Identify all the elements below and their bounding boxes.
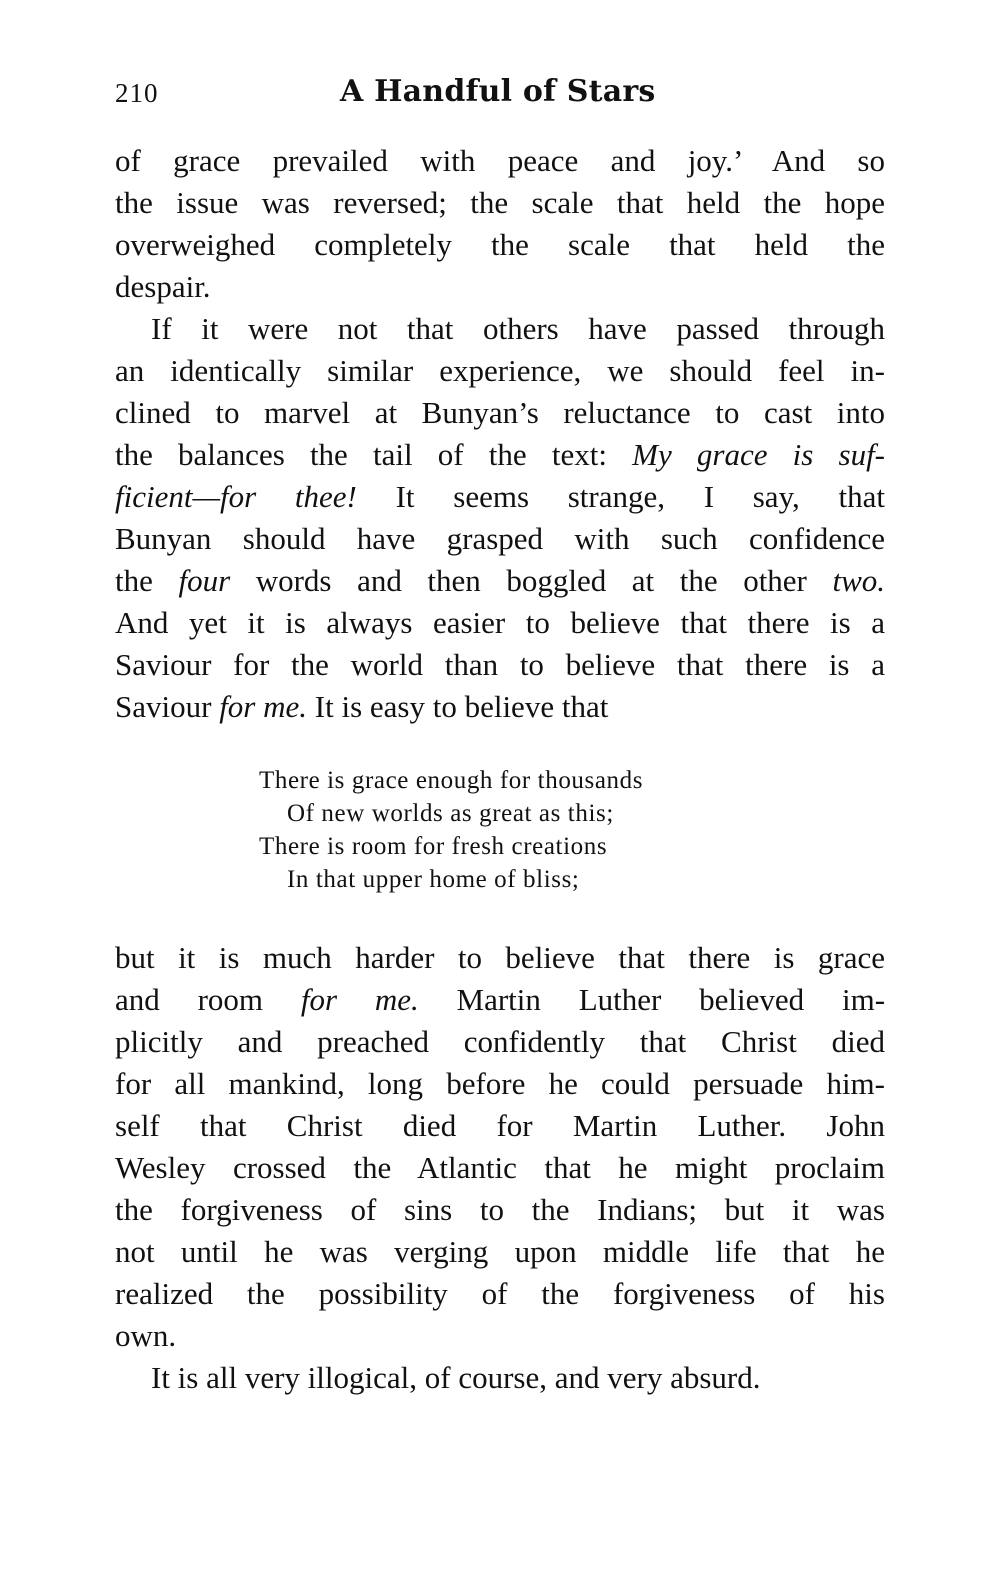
italic-text: My grace is suf- — [632, 437, 886, 472]
text-line — [115, 434, 885, 476]
text-line: overweighed completely the scale that held the — [115, 227, 885, 262]
text-line: If it were not that others have passed through — [151, 311, 885, 346]
verse-line: There is grace enough for thousands — [259, 767, 644, 794]
text-line: Bunyan should have grasped with such confidence — [115, 521, 885, 556]
text-span: Saviour — [115, 689, 212, 724]
text-line — [115, 686, 885, 728]
text-line: It is all very illogical, of course, and very absurd. — [151, 1360, 761, 1395]
text-line: self that Christ died for Martin Luther. John — [115, 1108, 885, 1143]
text-line: own. — [115, 1318, 177, 1353]
text-line: an identically similar experience, we should feel in- — [115, 353, 885, 388]
text-span: and room — [115, 982, 264, 1017]
text-line — [115, 979, 885, 1021]
text-line: but it is much harder to believe that there is grace — [115, 940, 885, 975]
text-span: It is easy to believe that — [314, 689, 609, 724]
text-span: words and then boggled at the other — [255, 563, 807, 598]
text-span: It seems strange, I say, that — [395, 479, 886, 514]
paragraph-continued — [115, 140, 885, 308]
text-line — [115, 560, 885, 602]
page-header — [115, 74, 885, 118]
paragraph-illogical — [115, 1357, 885, 1399]
text-line: not until he was verging upon middle life that he — [115, 1234, 885, 1269]
paragraph-luther-wesley — [115, 937, 885, 1357]
page-number: 210 — [115, 78, 159, 108]
text-line: of grace prevailed with peace and joy.’ And so — [115, 143, 885, 178]
verse-quotation — [259, 764, 759, 896]
text-line: despair. — [115, 269, 211, 304]
paragraph-bunyan — [115, 308, 885, 728]
verse-line: There is room for fresh creations — [259, 833, 608, 860]
text-line: for all mankind, long before he could persuade him- — [115, 1066, 885, 1101]
text-span: Martin Luther believed im- — [456, 982, 886, 1017]
text-line: Saviour for the world than to believe that there is a — [115, 647, 885, 682]
text-line — [115, 476, 885, 518]
body-text-lower — [115, 937, 885, 1399]
body-text-upper — [115, 140, 885, 728]
italic-text: ficient—for thee! — [115, 479, 357, 514]
verse-line: Of new worlds as great as this; — [287, 800, 614, 827]
italic-text: two. — [832, 563, 886, 598]
text-line: realized the possibility of the forgiveness of his — [115, 1276, 885, 1311]
italic-text: four — [178, 563, 231, 598]
italic-text: for me. — [219, 689, 308, 724]
running-head-title: A Handful of Stars — [340, 74, 656, 109]
text-line: clined to marvel at Bunyan’s reluctance to cast into — [115, 395, 885, 430]
text-line: And yet it is always easier to believe that there is a — [115, 605, 885, 640]
italic-text: for me. — [300, 982, 419, 1017]
text-line: the forgiveness of sins to the Indians; but it was — [115, 1192, 885, 1227]
text-line: plicitly and preached confidently that Christ died — [115, 1024, 885, 1059]
text-line: the issue was reversed; the scale that held the hope — [115, 185, 885, 220]
text-span: the — [115, 563, 153, 598]
text-span: the balances the tail of the text: — [115, 437, 607, 472]
text-line: Wesley crossed the Atlantic that he might proclaim — [115, 1150, 885, 1185]
verse-line: In that upper home of bliss; — [287, 866, 580, 893]
